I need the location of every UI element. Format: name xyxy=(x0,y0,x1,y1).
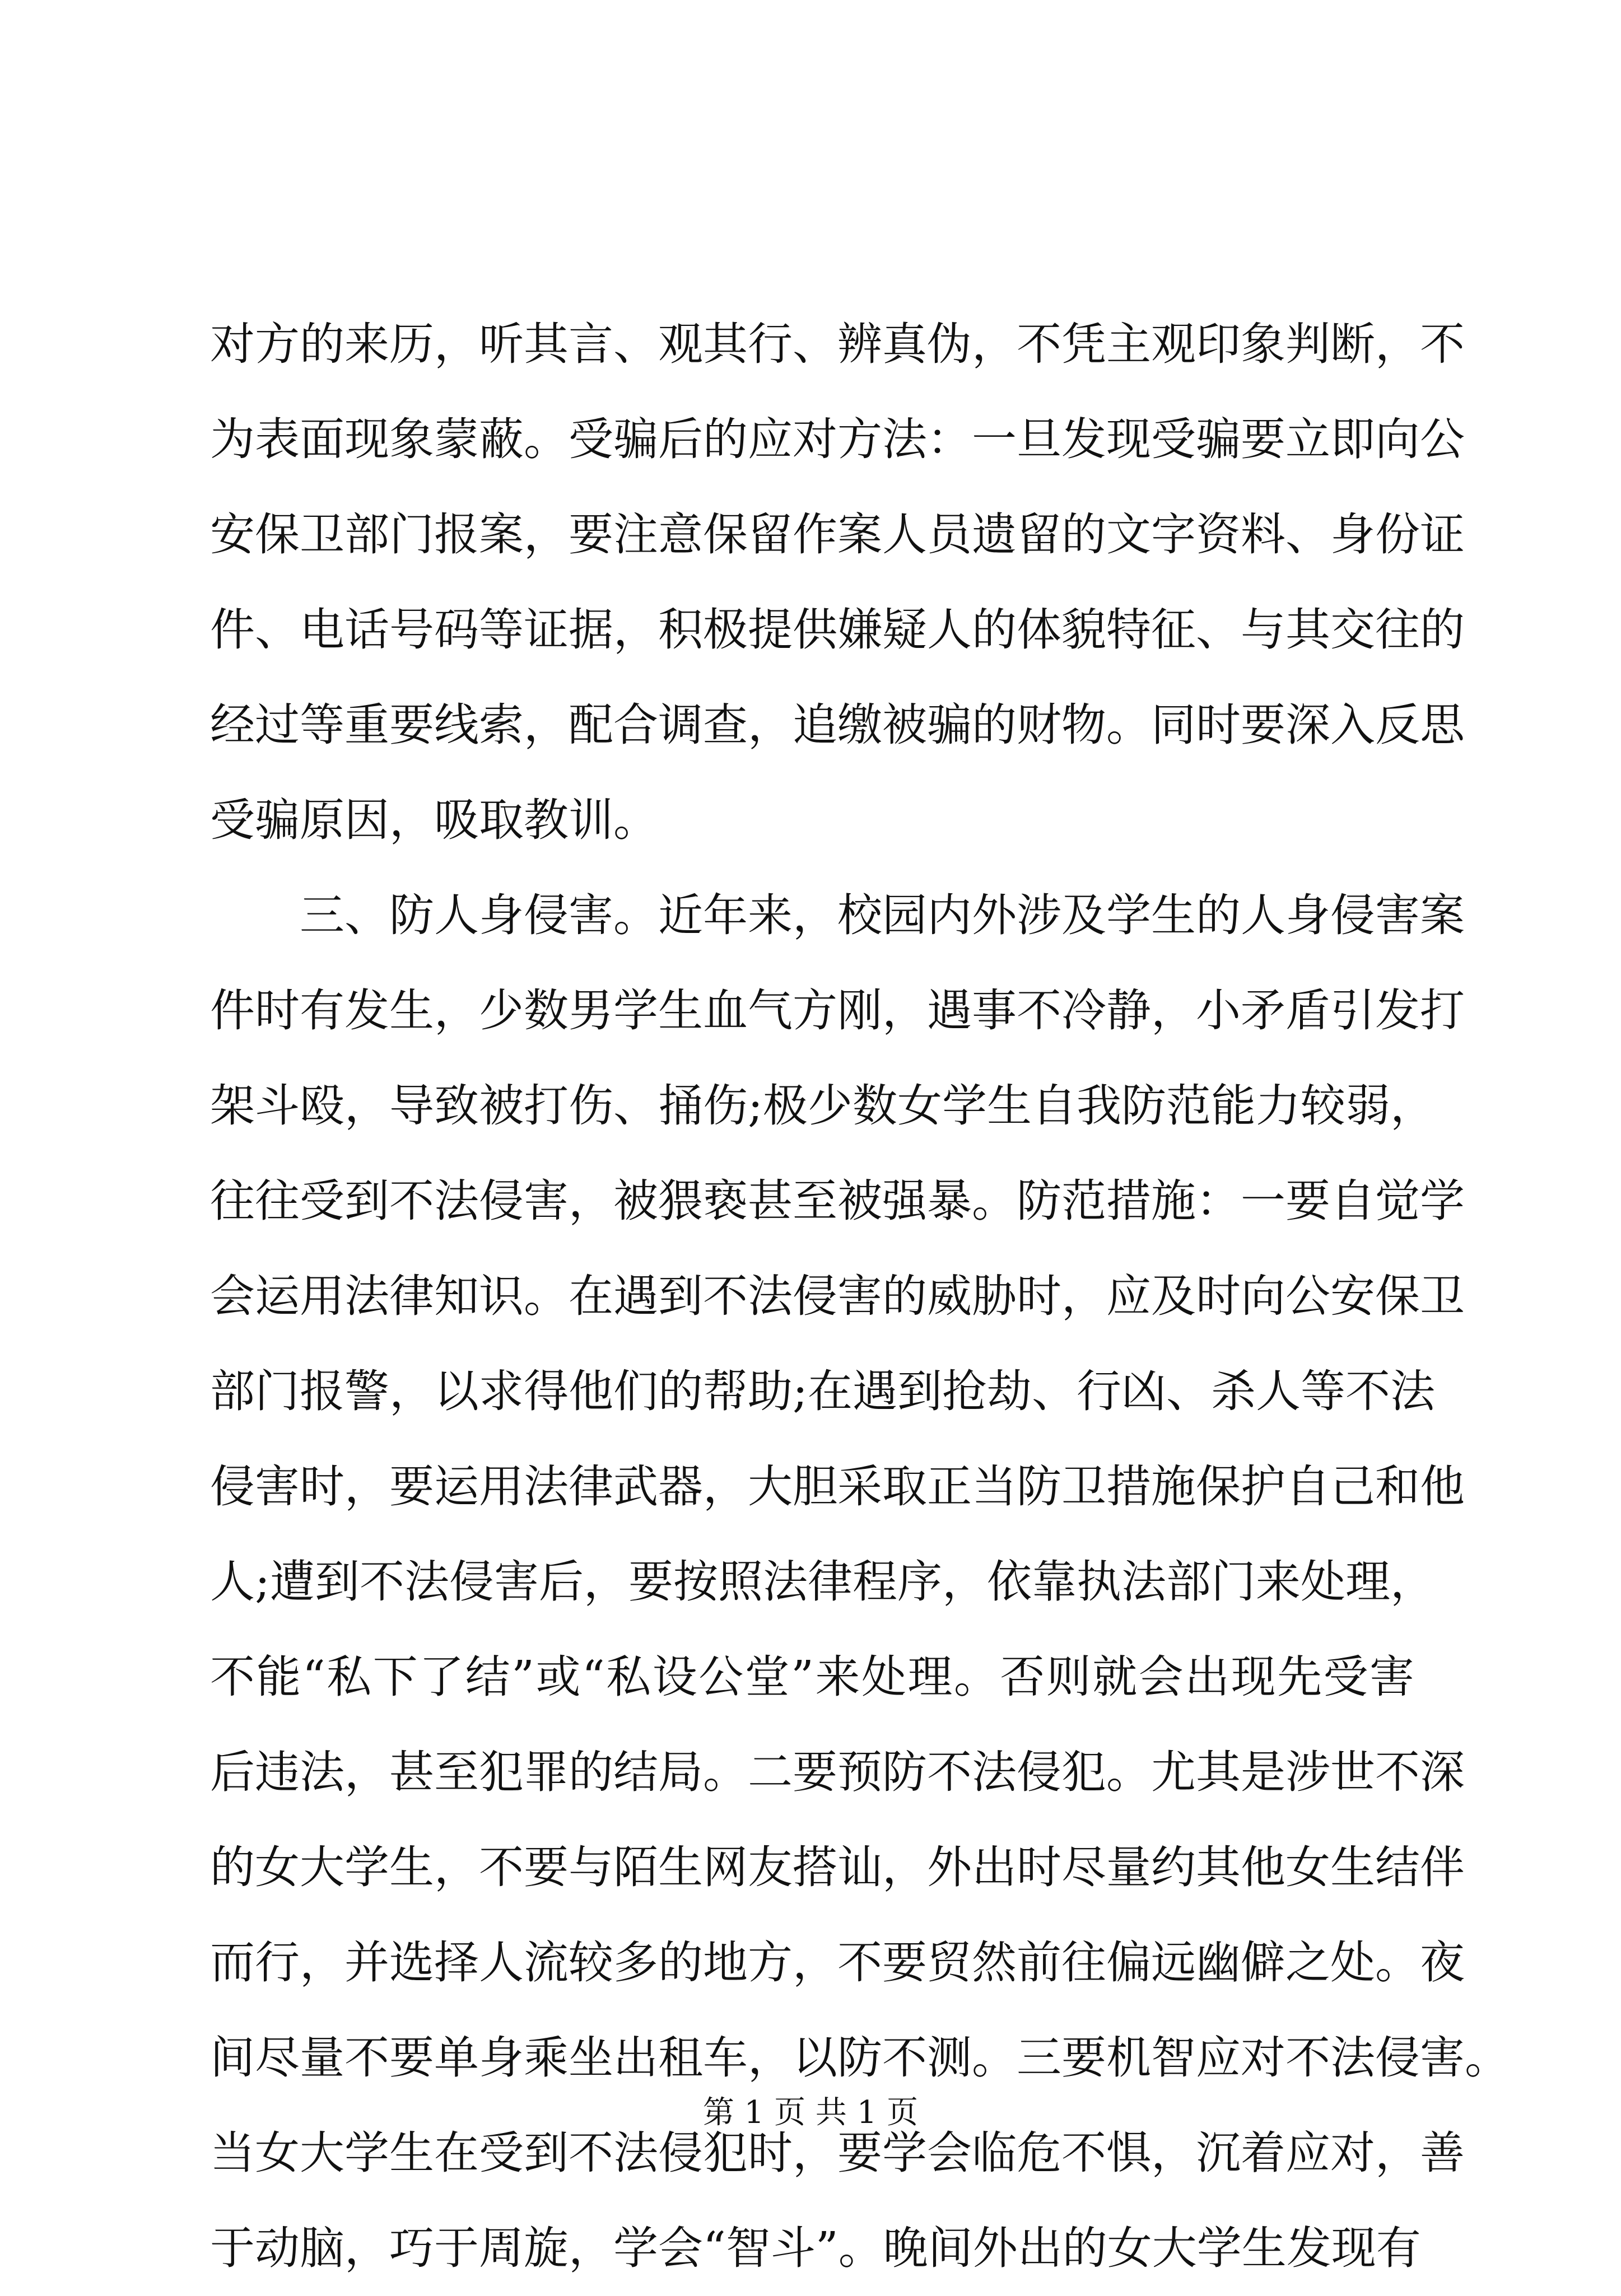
text-line: 三、防人身侵害。近年来，校园内外涉及学生的人身侵害案 xyxy=(210,889,1465,941)
body-text xyxy=(210,297,1510,2296)
text-line: 人;遭到不法侵害后，要按照法律程序，依靠执法部门来处理， xyxy=(210,1556,1435,1608)
text-line: 当女大学生在受到不法侵犯时，要学会临危不惧，沉着应对，善 xyxy=(210,2127,1465,2179)
page-number-label: 第 1 页 共 1 页 xyxy=(702,2094,919,2131)
text-line: 侵害时，要运用法律武器，大胆采取正当防卫措施保护自己和他 xyxy=(210,1460,1465,1513)
text-line: 于动脑，巧于周旋，学会“智斗”。晚间外出的女大学生发现有 xyxy=(210,2222,1421,2274)
text-line: 间尽量不要单身乘坐出租车，以防不测。三要机智应对不法侵害。 xyxy=(210,2032,1510,2084)
text-line: 安保卫部门报案，要注意保留作案人员遗留的文字资料、身份证 xyxy=(210,508,1465,561)
text-line: 不能“私下了结”或“私设公堂”来处理。否则就会出现先受害 xyxy=(210,1651,1414,1703)
text-line: 而行，并选择人流较多的地方，不要贸然前往偏远幽僻之处。夜 xyxy=(210,1936,1465,1989)
text-line: 件时有发生，少数男学生血气方刚，遇事不冷静，小矛盾引发打 xyxy=(210,984,1465,1037)
text-line: 的女大学生，不要与陌生网友搭讪，外出时尽量约其他女生结伴 xyxy=(210,1841,1465,1893)
text-line: 架斗殴，导致被打伤、捅伤;极少数女学生自我防范能力较弱， xyxy=(210,1080,1435,1132)
text-line: 为表面现象蒙蔽。受骗后的应对方法：一旦发现受骗要立即向公 xyxy=(210,413,1465,465)
text-line: 对方的来历，听其言、观其行、辨真伪，不凭主观印象判断，不 xyxy=(210,318,1465,370)
text-line: 后违法，甚至犯罪的结局。二要预防不法侵犯。尤其是涉世不深 xyxy=(210,1746,1465,1798)
text-line: 会运用法律知识。在遇到不法侵害的威胁时，应及时向公安保卫 xyxy=(210,1270,1465,1322)
text-line: 受骗原因，吸取教训。 xyxy=(210,794,658,846)
text-line: 件、电话号码等证据，积极提供嫌疑人的体貌特征、与其交往的 xyxy=(210,604,1465,656)
page-footer xyxy=(0,2093,1621,2132)
text-line: 部门报警，以求得他们的帮助;在遇到抢劫、行凶、杀人等不法 xyxy=(210,1365,1435,1417)
text-line: 往往受到不法侵害，被猥亵甚至被强暴。防范措施：一要自觉学 xyxy=(210,1175,1465,1227)
text-line: 经过等重要线索，配合调查，追缴被骗的财物。同时要深入反思 xyxy=(210,699,1465,751)
